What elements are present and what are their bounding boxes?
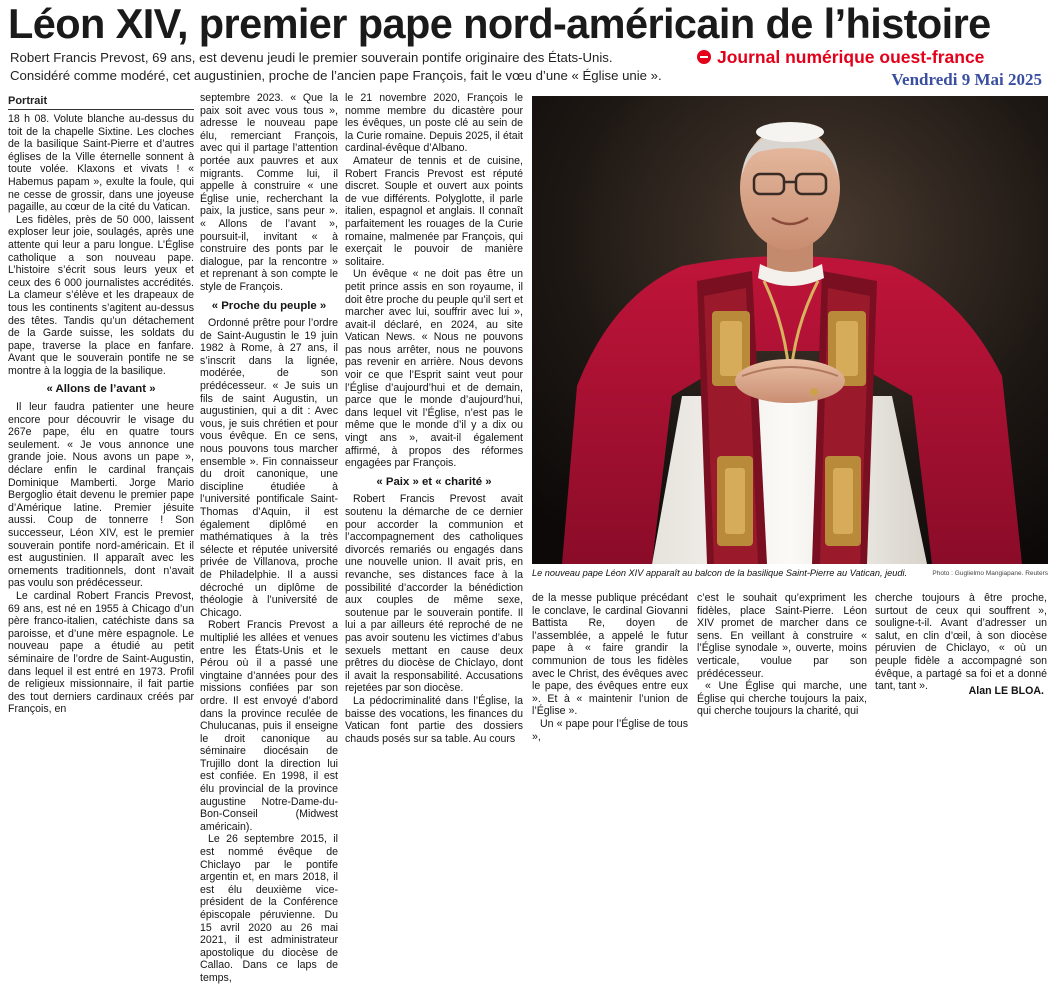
- publication-date: Vendredi 9 Mai 2025: [891, 70, 1042, 89]
- headline: Léon XIV, premier pape nord-américain de l’histoire: [8, 0, 991, 47]
- photo-credit: Photo : Guglielmo Mangiapane. Reuters: [932, 570, 1048, 577]
- paragraph: « Une Église qui marche, une Église qui cherche toujours la paix, qui cherche toujours la charité, qui: [697, 680, 867, 718]
- pope-photo: [532, 96, 1048, 564]
- paragraph: Un évêque « ne doit pas être un petit prince assis en son royaume, il doit être proche du peuple qu’il sert et marcher avec lui, souffrir avec lui », avait-il déclaré, en 2024, au site Vatican News. « Nous ne pouvons pas nous arrêter, nous ne pouvons pas revenir en arrière. Nous devons voir ce que l’Esprit saint veut pour l’Église d’aujourd’hui et de demain, parce que le monde d’aujourd’hui, dans lequel vit l’Église, n’est pas le même que le monde d’il y a dix ou vingt ans », avait-il également affirmé, à propos des réformes engagées par François.: [345, 268, 523, 470]
- paragraph: septembre 2023. « Que la paix soit avec vous tous », adresse le nouveau pape élu, remerciant François, avec qui il partage l’attention portée aux pauvres et aux migrants. Comme lui, il appelle à construire « une Église unie, recherchant la paix, la justice, sans peur ». « Allons de l’avant », poursuit-il, invitant « à construire des ponts par le dialogue, par la rencontre » et reprenant à son compte le style de François.: [200, 92, 338, 293]
- subheading: « Paix » et « charité »: [376, 475, 492, 488]
- paragraph: Ordonné prêtre pour l’ordre de Saint-Augustin le 19 juin 1982 à Rome, à 27 ans, il s’inscrit dans la lignée, modérée, de son prédécesseur. « Je suis un fils de saint Augustin, un augustinien, qui a dit : Avec vous, je suis chrétien et pour vous évêque. En ce sens, nous pouvons tous marcher ensemble ». Fin connaisseur du droit canonique, une discipline étudiée à l’université pontificale Saint-Thomas d’Aquin, il est également diplômé en mathématiques à la très sélecte et réputée université privée de Villanova, proche de Philadelphie. Il a aussi décroché un diplôme de théologie à l’université de Chicago.: [200, 317, 338, 619]
- ouest-france-logo-icon: [697, 50, 711, 64]
- article-column-2: [200, 92, 338, 984]
- section-label: Portrait: [8, 95, 194, 110]
- paragraph: de la messe publique précédant le conclave, le cardinal Giovanni Battista Re, doyen de l’assemblée, a appelé le futur pape à « faire grandir la communion de tous les fidèles avec le Christ, des évêques avec le pape, des évêques entre eux ». Et à « maintenir l’union de l’Église ».: [532, 592, 688, 718]
- article-column-5: [697, 592, 867, 718]
- paragraph: le 21 novembre 2020, François le nomme membre du dicastère pour les évêques, un poste clé au sein de la Curie romaine. Depuis 2025, il était cardinal-évêque d’Albano.: [345, 92, 523, 155]
- paragraph: Robert Francis Prevost a multiplié les allées et venues entre les États-Unis et le Pérou où il a passé une vingtaine d’années pour des missions confiées par son ordre. Il est envoyé d’abord dans la province reculée de Chulucanas, puis il enseigne le droit canonique au séminaire diocésain de Trujillo dont la direction lui est confiée. En 1998, il est élu provincial de la province augustine Notre-Dame-du-Bon-Conseil (Midwest américain).: [200, 619, 338, 833]
- subheading: « Proche du peuple »: [211, 299, 327, 312]
- paragraph: La pédocriminalité dans l’Église, la baisse des vocations, les finances du Vatican font partie des dossiers chauds posés sur sa table. Au cours: [345, 694, 523, 745]
- paragraph: Le 26 septembre 2015, il est nommé évêque de Chiclayo par le pontife argentin et, en mars 2018, il est élu deuxième vice-président de la Conférence épiscopale péruvienne. Du 15 avril 2020 au 26 mai 2021, il est administrateur apostolique du diocèse de Callao. Dans ce laps de temps,: [200, 833, 338, 984]
- paragraph: 18 h 08. Volute blanche au-dessus du toit de la chapelle Sixtine. Les cloches de la basilique Saint-Pierre et d’autres églises de la Ville éternelle sonnent à toute volée. Klaxons et vivats ! « Habemus papam », exulte la foule, qui ne cesse de grossir, dans une joyeuse pagaille, au cœur de la cité du Vatican.: [8, 113, 194, 214]
- paragraph: cherche toujours à être proche, surtout de ceux qui souffrent », souligne-t-il. Avant d’adresser un salut, en clin d’œil, à son diocèse péruvien de Chiclayo, « où un peuple fidèle a accompagné son évêque, a partagé sa foi et a donné tant, tant ».: [875, 592, 1047, 693]
- paragraph: c’est le souhait qu’expriment les fidèles, place Saint-Pierre. Léon XIV promet de marcher dans ce sens. En veillant à construire « l’Église synodale », ouverte, moins verticale, voulue par son prédécesseur.: [697, 592, 867, 680]
- paragraph: Robert Francis Prevost avait soutenu la démarche de ce dernier pour accorder la communion et l’accompagnement des catholiques divorcés remariés ou engagés dans une nouvelle union. Il avait pris, en revanche, ses distances face à la possibilité d’accorder la bénédiction aux couples de même sexe, soutenue par le souverain pontife. Il lui a par ailleurs été reproché de ne pas avoir soutenu les victimes d’abus sexuels mettant en cause deux prêtres du diocèse de Chiclayo, dont il avait la responsabilité. Accusations rejetées par son diocèse.: [345, 493, 523, 695]
- brand-label: Journal numérique ouest-france: [717, 46, 985, 67]
- photo-caption: Le nouveau pape Léon XIV apparaît au balcon de la basilique Saint-Pierre au Vatican, jeudi.: [532, 568, 908, 578]
- pope-illustration: [532, 96, 1048, 564]
- article-column-4: [532, 592, 688, 743]
- article-column-1: [8, 113, 194, 716]
- paragraph: Un « pape pour l’Église de tous »,: [532, 717, 688, 743]
- subheading: « Allons de l’avant »: [46, 383, 156, 396]
- author-signature: Alan LE BLOA.: [968, 685, 1044, 697]
- paragraph: Le cardinal Robert Francis Prevost, 69 ans, est né en 1955 à Chicago d’un père franco-italien, catéchiste dans sa paroisse, et d’une mère espagnole. Le nouveau pape a étudié au petit séminaire de l’ordre de Saint-Augustin, dans lequel il est entré en 1973. Profil de religieux missionnaire, il fait partie des tout derniers cardinaux créés par François, en: [8, 589, 194, 716]
- lede-line-2: Considéré comme modéré, cet augustinien, proche de l’ancien pape François, fait le vœu d’une « Église unie ».: [10, 68, 662, 83]
- paragraph: Amateur de tennis et de cuisine, Robert Francis Prevost est réputé discret. Souple et ouvert aux points de vue différents. Polyglotte, il parle italien, espagnol et anglais. Il connaît parfaitement les rouages de la Curie romaine, malmenée par François, qui exerçait le pouvoir de manière solitaire.: [345, 154, 523, 268]
- paragraph: Il leur faudra patienter une heure encore pour découvrir le visage du 267e pape, élu en quatre tours seulement. « Je vous annonce une grande joie. Nous avons un pape », déclare enfin le cardinal français Dominique Mamberti. Jorge Mario Bergoglio était devenu le premier pape d’Amérique latine. Premier jésuite aussi. Coup de tonnerre ! Son successeur, Léon XIV, est le premier souverain pontife nord-américain. Et il est augustinien. Il apparaît avec les ornements traditionnels, dont n’avait pas voulu son prédécesseur.: [8, 401, 194, 590]
- paragraph: Les fidèles, près de 50 000, laissent exploser leur joie, soulagés, après une attente qui leur a paru longue. L’Église catholique a son nouveau pape. L’histoire s’écrit sous leurs yeux et ceux des 6 000 journalistes accrédités. La clameur s’élève et les drapeaux de tous les continents s’agitent au-dessus des têtes. Tandis qu’un détachement de la Garde suisse, les soldats du pape, traverse la place en fanfare. Avant que le souverain pontife ne se montre à la loggia de la basilique.: [8, 213, 194, 377]
- brand[interactable]: [697, 46, 984, 68]
- lede-line-1: Robert Francis Prevost, 69 ans, est devenu jeudi le premier souverain pontife originaire des États-Unis.: [10, 50, 613, 65]
- article-column-3: [345, 92, 523, 745]
